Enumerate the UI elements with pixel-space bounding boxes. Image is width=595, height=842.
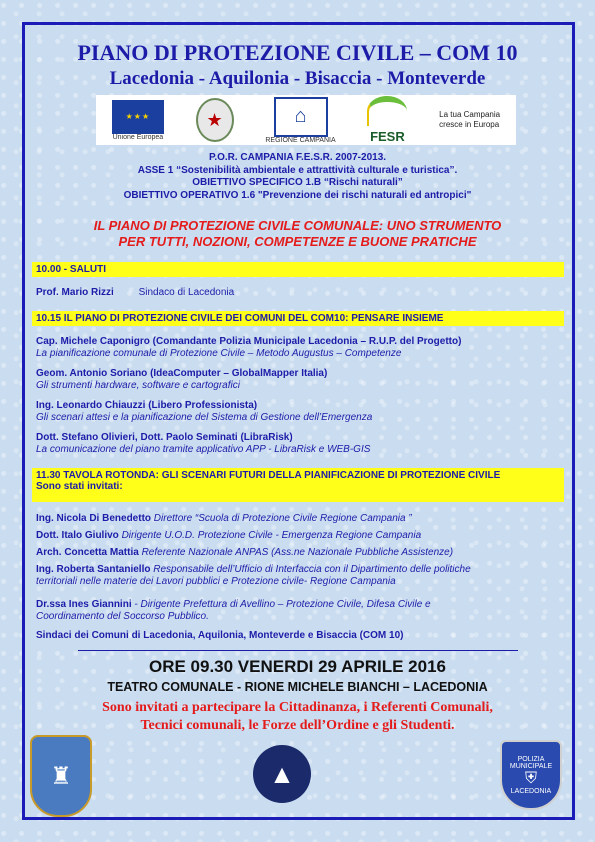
invitation-line-2: Tecnici comunali, le Forze dell’Ordine e gli Studenti.: [140, 718, 455, 733]
invitation-line-1: Sono invitati a partecipare la Cittadinanza, i Referenti Comunali,: [102, 700, 493, 715]
polizia-label-3: LACEDONIA: [510, 787, 552, 795]
protezione-civile-logo-icon: ▲: [253, 745, 311, 803]
campania-map-icon: ⌂: [274, 97, 328, 137]
fesr-text: FESR: [370, 129, 405, 144]
saluti-speaker: Prof. Mario Rizzi: [36, 287, 114, 298]
italy-emblem-logo: [196, 98, 234, 142]
page-subtitle: Lacedonia - Aquilonia - Bisaccia - Monteverde: [109, 68, 486, 89]
lacedonia-coat-of-arms-icon: ♜: [30, 735, 92, 817]
guest-role: - Dirigente Prefettura di Avellino – Protezione Civile, Difesa Civile e: [134, 599, 431, 610]
campania-caption: REGIONE CAMPANIA: [265, 136, 336, 144]
talk-speaker: Cap. Michele Caponigro (Comandante Polizia Municipale Lacedonia – R.U.P. del Progetto): [36, 336, 462, 347]
talk-speaker: Ing. Leonardo Chiauzzi (Libero Professionista): [36, 400, 258, 411]
talk-item: [36, 336, 560, 360]
polizia-municipale-badge: [500, 740, 562, 810]
guest-role: Referente Nazionale ANPAS (Ass.ne Nazionale Pubbliche Assistenze): [141, 547, 454, 558]
eu-logo: [112, 100, 164, 141]
polizia-label-1: POLIZIA: [517, 755, 545, 763]
tavola-invited: Sono stati invitati:: [36, 481, 123, 492]
fesr-swoosh-icon: [367, 96, 407, 126]
regione-campania-logo: [265, 97, 335, 144]
tavola-title: 11.30 TAVOLA ROTONDA: GLI SCENARI FUTURI DELLA PIANIFICAZIONE DI PROTEZIONE CIVILE: [36, 470, 501, 481]
event-venue: TEATRO COMUNALE - RIONE MICHELE BIANCHI – LACEDONIA: [107, 680, 488, 694]
italian-republic-emblem-icon: ★: [196, 98, 234, 142]
talk-item: [36, 368, 560, 392]
shield-icon: ⛨: [524, 769, 537, 787]
talk-topic: La comunicazione del piano tramite applicativo APP - LibraRisk e WEB-GIS: [36, 444, 371, 455]
saluti-role: Sindaco di Lacedonia: [138, 287, 235, 298]
slogan-line-1: La tua Campania: [439, 110, 501, 119]
por-info: [0, 152, 595, 202]
divider: [78, 650, 518, 651]
headline-line-2: PER TUTTI, NOZIONI, COMPETENZE E BUONE PRATICHE: [118, 234, 477, 249]
guest-name: Dr.ssa Ines Giannini: [36, 599, 132, 610]
por-line-4: OBIETTIVO OPERATIVO 1.6 "Prevenzione dei rischi naturali ed antropici": [123, 189, 472, 201]
talk-topic: Gli strumenti hardware, software e cartografici: [36, 380, 240, 391]
saluti-speaker-line: [36, 287, 560, 299]
talk-speaker: Dott. Stefano Olivieri, Dott. Paolo Seminati (LibraRisk): [36, 432, 293, 443]
session-piano-bar: 10.15 IL PIANO DI PROTEZIONE CIVILE DEI COMUNI DEL COM10: PENSARE INSIEME: [32, 311, 564, 326]
mayors-line: [36, 630, 560, 642]
session-saluti-bar: 10.00 - SALUTI: [32, 262, 564, 277]
guest-role: Dirigente U.O.D. Protezione Civile - Emergenza Regione Campania: [121, 530, 422, 541]
talk-item: [36, 400, 560, 424]
invitation: [0, 699, 595, 735]
por-line-2: ASSE 1 “Sostenibilità ambientale e attrattività culturale e turistica”.: [137, 164, 458, 176]
sponsor-logos: [96, 95, 516, 145]
guest-item: [36, 564, 560, 588]
polizia-label-2: MUNICIPALE: [509, 762, 553, 770]
headline: [0, 218, 595, 250]
talk-speaker: Geom. Antonio Soriano (IdeaComputer – GlobalMapper Italia): [36, 368, 328, 379]
guest-item: [36, 547, 560, 559]
event-datetime: ORE 09.30 VENERDI 29 APRILE 2016: [148, 657, 446, 676]
campania-slogan: [439, 110, 500, 130]
eu-caption: Unione Europea: [112, 133, 164, 141]
guest-role-cont: territoriali nelle materie dei Lavori pubblici e Protezione civile- Regione Campania: [36, 576, 396, 587]
guest-role: Responsabile dell’Ufficio di Interfaccia con il Dipartimento delle politiche: [153, 564, 471, 575]
por-line-1: P.O.R. CAMPANIA F.E.S.R. 2007-2013.: [208, 152, 387, 163]
guest-role: Direttore “Scuola di Protezione Civile Regione Campania ”: [153, 513, 412, 524]
slogan-line-2: cresce in Europa: [439, 120, 500, 129]
guest-item: [36, 513, 560, 525]
guest-name: Ing. Roberta Santaniello: [36, 564, 151, 575]
talk-topic: Gli scenari attesi e la pianificazione del Sistema di Gestione dell’Emergenza: [36, 412, 373, 423]
guest-role-cont: Coordinamento del Soccorso Pubblico.: [36, 611, 209, 622]
talk-topic: La pianificazione comunale di Protezione Civile – Metodo Augustus – Competenze: [36, 348, 402, 359]
talk-item: [36, 432, 560, 456]
headline-line-1: IL PIANO DI PROTEZIONE CIVILE COMUNALE: UNO STRUMENTO: [93, 218, 502, 233]
session-tavola-bar: [32, 468, 564, 502]
page-title: PIANO DI PROTEZIONE CIVILE – COM 10: [77, 40, 518, 65]
guest-item: [36, 530, 560, 542]
mayors: Sindaci dei Comuni di Lacedonia, Aquilonia, Monteverde e Bisaccia (COM 10): [36, 630, 404, 641]
guest-name: Arch. Concetta Mattia: [36, 547, 139, 558]
guest-item: [36, 599, 560, 623]
guest-name: Dott. Italo Giulivo: [36, 530, 119, 541]
eu-flag-icon: ★★★: [112, 100, 164, 134]
por-line-3: OBIETTIVO SPECIFICO 1.B “Rischi naturali”: [192, 177, 403, 188]
fesr-logo: [367, 96, 407, 144]
guest-name: Ing. Nicola Di Benedetto: [36, 513, 152, 524]
